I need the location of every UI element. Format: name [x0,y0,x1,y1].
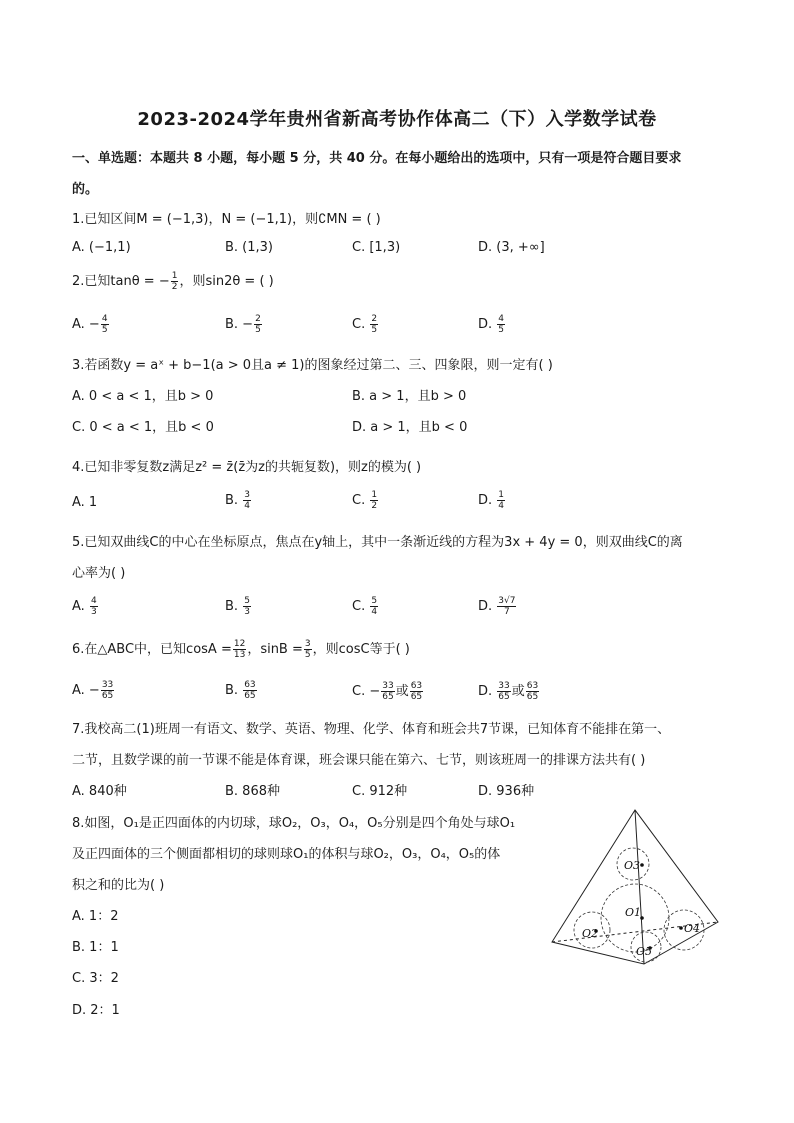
fraction [497,596,516,617]
denominator: 5 [371,325,378,335]
denominator: 65 [526,692,539,702]
question-2-stem-pre: 2.已知tanθ = − [72,274,170,289]
denominator: 65 [244,691,256,701]
label-o3: O3 [624,859,641,872]
fraction [497,490,505,511]
question-8-option-b: B. 1：1 [72,940,119,955]
question-4-stem: 4.已知非零复数z满足z² = z̄(z̄为z的共轭复数)，则z的模为( ) [72,460,422,475]
fraction [497,314,505,335]
question-1-option-a: A. (−1,1) [72,240,131,255]
question-7-option-c: C. 912种 [352,784,408,799]
question-8-stem: 8.如图，O₁是正四面体的内切球，球O₂，O₃，O₄，O₅分别是四个角处与球O₁ [72,816,516,831]
numerator: 3√7 [498,596,516,606]
denominator: 65 [498,692,510,702]
question-3-option-c: C. 0 < a < 1，且b < 0 [72,420,214,435]
question-4-option-c [352,490,379,511]
question-5-option-d [478,596,517,617]
denominator: 3 [244,607,250,617]
option-label: C. − [352,684,381,699]
question-7-stem: 7.我校高二(1)班周一有语文、数学、英语、物理、化学、体育和班会共7节课，已知体育不能排在第一、 [72,722,671,737]
section-heading: 一、单选题：本题共 8 小题，每小题 5 分，共 40 分。在每小题给出的选项中，只有一项是符合题目要求 [72,151,682,166]
option-label: C. [352,317,370,332]
question-3-option-d: D. a > 1，且b < 0 [352,420,468,435]
tetrahedron-edge [635,810,644,964]
denominator: 65 [101,691,114,701]
question-8-option-c: C. 3：2 [72,971,119,986]
numerator: 2 [371,314,378,324]
question-1-stem: 1.已知区间M = (−1,3)，N = (−1,1)，则∁MN = ( ) [72,212,381,227]
question-8-stem-cont2: 积之和的比为( ) [72,878,165,893]
option-label: D. [478,317,497,332]
question-8-stem-cont: 及正四面体的三个侧面都相切的球则球O₁的体积与球O₂，O₃，O₄，O₅的体 [72,847,501,862]
option-label: A. − [72,683,100,698]
option-label: C. [352,599,370,614]
question-4-option-a: A. 1 [72,495,98,510]
question-5-stem: 5.已知双曲线C的中心在坐标原点，焦点在y轴上，其中一条渐近线的方程为3x + 4y = 0，则双曲线C的离 [72,535,683,550]
question-2-stem-post: ，则sin2θ = ( ) [179,274,274,289]
fraction [90,596,98,617]
question-7-option-a: A. 840种 [72,784,127,799]
numerator: 63 [244,680,256,690]
question-7-stem-cont: 二节，且数学课的前一节课不能是体育课，班会课只能在第六、七节，则该班周一的排课方法共有( ) [72,753,646,768]
denominator: 5 [498,325,505,335]
fraction [381,681,394,702]
question-1-option-b: B. (1,3) [225,240,274,255]
question-5-option-c [352,596,379,617]
fraction [171,271,179,292]
denominator: 65 [410,692,423,702]
question-6-stem-post: ，则cosC等于( ) [312,642,410,657]
numerator: 3 [244,490,250,500]
question-2-option-b [225,314,263,335]
or-text: 或 [395,684,409,699]
label-o2: O2 [582,927,599,940]
label-o5: O5 [636,945,653,958]
label-o1: O1 [625,906,642,919]
denominator: 4 [371,607,378,617]
fraction [370,596,378,617]
question-1-option-d: D. (3, +∞] [478,240,545,255]
numerator: 2 [255,314,261,324]
numerator: 5 [371,596,378,606]
question-2-stem [72,270,274,292]
option-label: B. − [225,317,254,332]
fraction [101,314,109,335]
denominator: 4 [498,501,505,511]
option-label: B. [225,493,243,508]
option-label: D. [478,493,497,508]
question-2-option-d [478,314,506,335]
question-6-option-b [225,680,258,701]
question-3-option-b: B. a > 1，且b > 0 [352,389,467,404]
numerator: 3 [304,639,311,649]
question-5-option-b [225,596,252,617]
question-5-option-a [72,596,99,617]
numerator: 1 [498,490,505,500]
numerator: 33 [382,681,394,691]
fraction [243,490,251,511]
page-title: 2023-2024学年贵州省新高考协作体高二（下）入学数学试卷 [137,109,657,130]
option-label: A. [72,599,89,614]
question-3-option-a: A. 0 < a < 1，且b > 0 [72,389,214,404]
option-label: C. [352,493,370,508]
denominator: 65 [382,692,394,702]
question-2-option-a [72,314,110,335]
numerator: 4 [101,314,108,324]
center-dot-o4 [679,926,683,930]
denominator: 7 [504,607,510,617]
denominator: 4 [244,501,250,511]
label-o4: O4 [684,922,701,935]
question-5-stem-cont: 心率为( ) [72,566,126,581]
fraction [410,681,423,702]
option-label: D. [478,684,497,699]
numerator: 1 [171,271,178,281]
option-label: B. [225,683,243,698]
question-7-option-d: D. 936种 [478,784,535,799]
denominator: 5 [304,650,311,660]
question-3-stem: 3.若函数y = aˣ + b−1(a > 0且a ≠ 1)的图象经过第二、三、四象限，则一定有( ) [72,358,553,373]
center-dot-o3 [640,863,644,867]
fraction [243,596,251,617]
denominator: 2 [371,501,378,511]
fraction [370,314,378,335]
question-6-option-c [352,680,424,702]
question-1-option-c: C. [1,3) [352,240,401,255]
numerator: 12 [233,639,246,649]
question-8-option-a: A. 1：2 [72,909,119,924]
fraction [243,680,256,701]
fraction [526,681,539,702]
option-label: A. − [72,317,100,332]
numerator: 4 [498,314,505,324]
fraction [304,639,312,660]
question-4-option-b [225,490,252,511]
tetrahedron-outline [552,810,718,964]
question-6-stem-pre: 6.在△ABC中，已知cosA = [72,642,232,657]
option-label: B. [225,599,243,614]
numerator: 33 [101,680,114,690]
or-text: 或 [511,684,525,699]
tetrahedron-figure [550,806,720,976]
denominator: 5 [255,325,261,335]
denominator: 2 [171,282,178,292]
fraction [254,314,262,335]
denominator: 13 [233,650,246,660]
question-6-option-a [72,680,115,701]
question-6-option-d [478,680,540,702]
question-7-option-b: B. 868种 [225,784,280,799]
numerator: 1 [371,490,378,500]
fraction [233,639,246,660]
question-2-option-c [352,314,379,335]
question-4-option-d [478,490,506,511]
question-6-stem [72,638,410,660]
numerator: 63 [526,681,539,691]
numerator: 4 [90,596,97,606]
numerator: 5 [244,596,250,606]
question-8-option-d: D. 2：1 [72,1003,120,1018]
section-heading-cont: 的。 [72,182,99,197]
denominator: 5 [101,325,108,335]
numerator: 63 [410,681,423,691]
option-label: D. [478,599,497,614]
fraction [370,490,378,511]
question-6-stem-mid: ，sinB = [247,642,303,657]
numerator: 33 [498,681,510,691]
denominator: 3 [90,607,97,617]
fraction [101,680,114,701]
fraction [497,681,510,702]
